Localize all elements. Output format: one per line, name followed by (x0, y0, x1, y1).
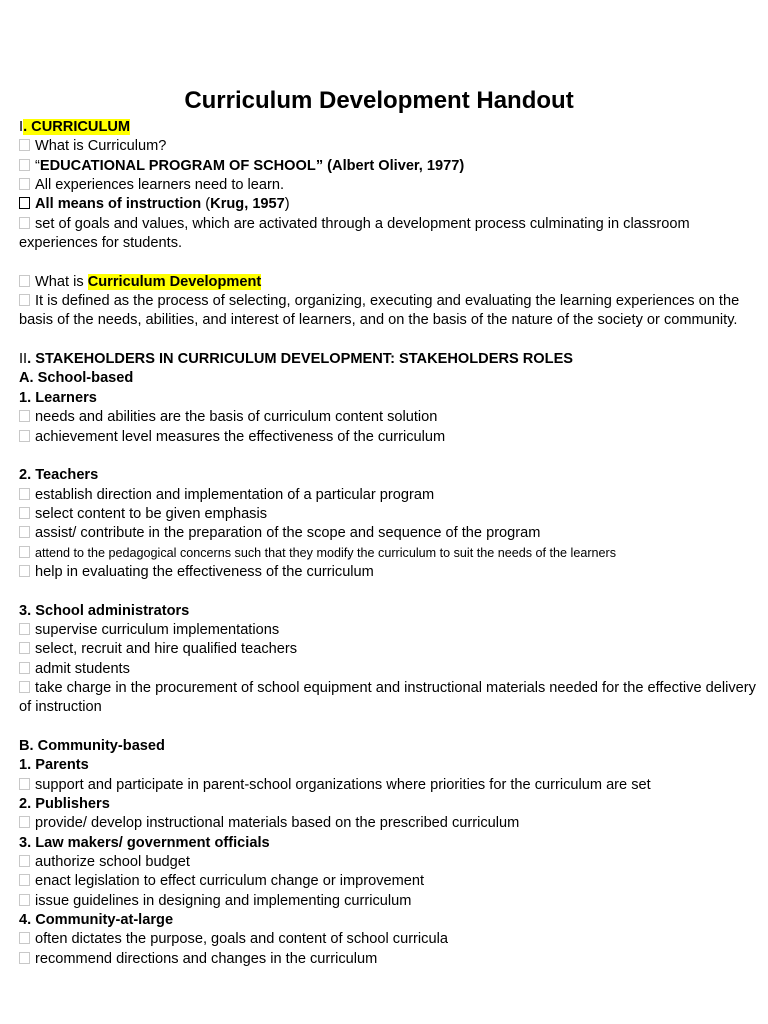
document-body (19, 118, 759, 969)
bullet-icon (19, 855, 30, 867)
section-1-heading: I. CURRICULUM (19, 119, 131, 135)
list-item: assist/ contribute in the preparation of the scope and sequence of the program (19, 524, 759, 543)
list-item: attend to the pedagogical concerns such that they modify the curriculum to suit the needs of the learners (19, 544, 759, 563)
bullet-icon (19, 197, 30, 209)
group-heading: A. School-based (19, 370, 134, 387)
bullet-icon (19, 159, 30, 171)
section-2-heading: II. STAKEHOLDERS IN CURRICULUM DEVELOPMENT: STAKEHOLDERS ROLES (19, 351, 574, 368)
list-item: help in evaluating the effectiveness of the curriculum (19, 563, 759, 582)
list-item: All means of instruction (Krug, 1957) (19, 195, 759, 214)
list-item: admit students (19, 660, 759, 679)
bullet-icon (19, 816, 30, 828)
bullet-icon (19, 952, 30, 964)
list-item: provide/ develop instructional materials based on the prescribed curriculum (19, 814, 759, 833)
list-item: establish direction and implementation of a particular program (19, 486, 759, 505)
bullet-icon (19, 410, 30, 422)
subheading: 2. Publishers (19, 796, 110, 813)
subheading: 1. Parents (19, 757, 89, 774)
list-item: What is Curriculum? (19, 137, 759, 156)
bullet-icon (19, 275, 30, 287)
bullet-icon (19, 526, 30, 538)
bullet-icon (19, 662, 30, 674)
list-item: support and participate in parent-school organizations where priorities for the curriculum are set (19, 776, 759, 795)
subheading: 3. Law makers/ government officials (19, 834, 270, 851)
bullet-icon (19, 623, 30, 635)
bullet-icon (19, 932, 30, 944)
list-item: achievement level measures the effectiveness of the curriculum (19, 428, 759, 447)
list-item: All experiences learners need to learn. (19, 176, 759, 195)
bullet-icon (19, 565, 30, 577)
list-item: recommend directions and changes in the curriculum (19, 950, 759, 969)
list-item: supervise curriculum implementations (19, 621, 759, 640)
list-item: enact legislation to effect curriculum change or improvement (19, 872, 759, 891)
bullet-icon (19, 217, 30, 229)
bullet-icon (19, 294, 30, 306)
page-title: Curriculum Development Handout (184, 87, 574, 114)
list-item: authorize school budget (19, 853, 759, 872)
list-item: “EDUCATIONAL PROGRAM OF SCHOOL” (Albert Oliver, 1977) (19, 157, 759, 176)
bullet-icon (19, 488, 30, 500)
subheading: 3. School administrators (19, 602, 190, 619)
subheading: 1. Learners (19, 389, 97, 406)
list-item: take charge in the procurement of school equipment and instructional materials needed for the effective delivery of instruction (19, 679, 756, 716)
list-item: needs and abilities are the basis of curriculum content solution (19, 408, 759, 427)
list-item: It is defined as the process of selecting, organizing, executing and evaluating the learning experiences on the basis of the needs, abilities, and interest of learners, and on the basis of the nature of the society or community. (19, 293, 740, 329)
bullet-icon (19, 874, 30, 886)
list-item: often dictates the purpose, goals and content of school curricula (19, 930, 759, 949)
list-item: set of goals and values, which are activated through a development process culminating in classroom experiences for students. (19, 215, 690, 252)
list-item: issue guidelines in designing and implementing curriculum (19, 892, 759, 911)
bullet-icon (19, 681, 30, 693)
bullet-icon (19, 894, 30, 906)
bullet-icon (19, 430, 30, 442)
subheading: 4. Community-at-large (19, 912, 174, 929)
bullet-icon (19, 178, 30, 190)
bullet-icon (19, 546, 30, 558)
bullet-icon (19, 507, 30, 519)
subheading: 2. Teachers (19, 467, 99, 484)
list-item: select content to be given emphasis (19, 505, 759, 524)
bullet-icon (19, 139, 30, 151)
bullet-icon (19, 778, 30, 790)
bullet-icon (19, 642, 30, 654)
highlighted-term: Curriculum Development (87, 273, 262, 290)
list-item: select, recruit and hire qualified teachers (19, 640, 759, 659)
highlighted-heading: . CURRICULUM (23, 119, 131, 135)
group-heading: B. Community-based (19, 738, 165, 754)
list-item: What is Curriculum Development (19, 273, 759, 292)
